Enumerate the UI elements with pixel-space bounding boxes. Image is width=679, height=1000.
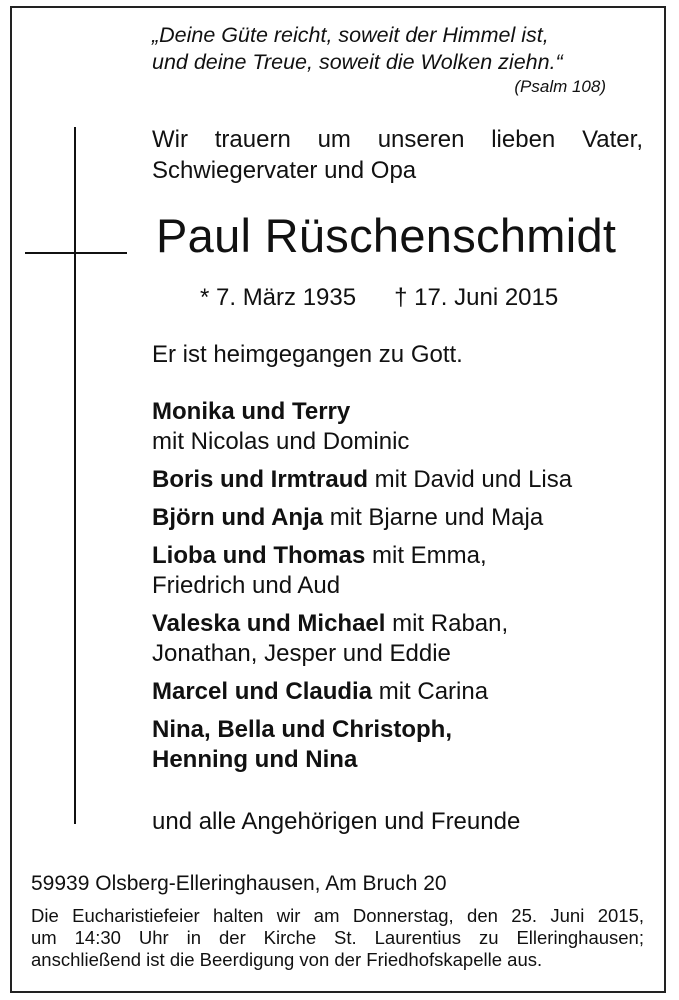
deceased-name: Paul Rüschenschmidt xyxy=(156,209,617,262)
family-entry xyxy=(152,715,632,775)
family-names: Marcel und Claudia xyxy=(152,678,373,705)
family-names: Nina, Bella und Christoph, xyxy=(152,716,453,743)
mourning-intro xyxy=(152,124,643,186)
intro-line-2: Schwiegervater und Opa xyxy=(152,157,417,184)
death-date: † 17. Juni 2015 xyxy=(394,284,559,311)
family-entry xyxy=(152,397,632,457)
family-children: mit Raban, xyxy=(385,610,509,637)
family-names: Lioba und Thomas xyxy=(152,542,366,569)
family-children: mit Nicolas und Dominic xyxy=(152,428,410,455)
family-entry xyxy=(152,609,632,669)
statement: Er ist heimgegangen zu Gott. xyxy=(152,341,463,368)
family-address: 59939 Olsberg-Elleringhausen, Am Bruch 20 xyxy=(31,872,447,895)
family-names: Valeska und Michael xyxy=(152,610,386,637)
family-names: Björn und Anja xyxy=(152,504,324,531)
service-line-2: um 14:30 Uhr in der Kirche St. Laurentius zu Elleringhausen; xyxy=(31,927,644,948)
service-line-3: anschließend ist die Beerdigung von der Friedhofskapelle aus. xyxy=(31,949,543,970)
closing-line: und alle Angehörigen und Freunde xyxy=(152,808,521,835)
quote-line-2: und deine Treue, soweit die Wolken ziehn.“ xyxy=(152,50,563,74)
family-children: mit Carina xyxy=(372,678,489,705)
family-entry xyxy=(152,677,632,707)
cross-icon-horizontal xyxy=(25,252,127,254)
family-children: mit David und Lisa xyxy=(368,466,573,493)
quote-source: (Psalm 108) xyxy=(514,77,606,96)
family-entry xyxy=(152,503,632,533)
family-entry xyxy=(152,465,632,495)
family-children: mit Bjarne und Maja xyxy=(323,504,544,531)
family-children: mit Emma, xyxy=(365,542,487,569)
family-children-cont: Friedrich und Aud xyxy=(152,572,341,599)
bible-quote xyxy=(152,22,612,97)
service-line-1: Die Eucharistiefeier halten wir am Donnerstag, den 25. Juni 2015, xyxy=(31,905,644,926)
family-names: Boris und Irmtraud xyxy=(152,466,369,493)
birth-date: * 7. März 1935 xyxy=(200,284,357,311)
family-list xyxy=(152,397,632,783)
cross-icon-vertical xyxy=(74,127,76,824)
family-children-cont: Jonathan, Jesper und Eddie xyxy=(152,640,451,667)
family-names: Monika und Terry xyxy=(152,398,351,425)
intro-line-1: Wir trauern um unseren lieben Vater, xyxy=(152,126,643,153)
family-names-cont: Henning und Nina xyxy=(152,746,358,773)
family-entry xyxy=(152,541,632,601)
service-info xyxy=(31,905,644,971)
life-dates xyxy=(200,283,558,313)
quote-line-1: „Deine Güte reicht, soweit der Himmel ist, xyxy=(152,23,549,47)
